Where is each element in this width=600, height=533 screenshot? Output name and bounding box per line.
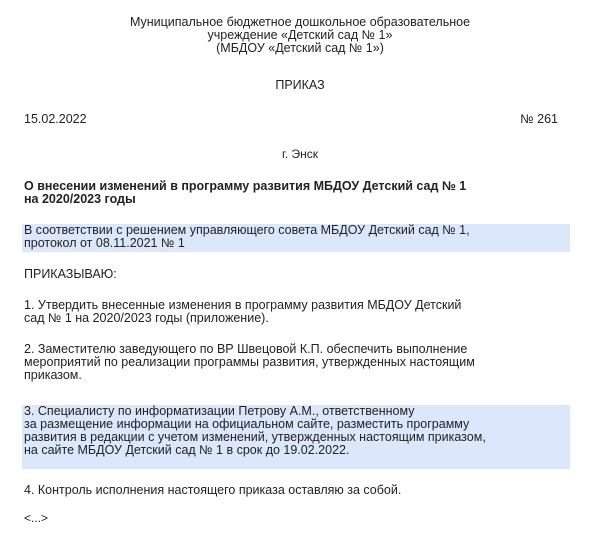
order-item-1 [24, 299, 570, 325]
omission-marker: <...> [24, 511, 49, 525]
order-number: № 261 [520, 112, 558, 126]
order-date: 15.02.2022 [24, 112, 87, 126]
document-type: ПРИКАЗ [275, 78, 325, 92]
item-line: развития в редакции с учетом изменений, утвержденных настоящим приказом, [24, 430, 486, 444]
item-line: 1. Утвердить внесенные изменения в программу развития МБДОУ Детский [24, 298, 462, 312]
heading-line: О внесении изменений в программу развития МБДОУ Детский сад № 1 [24, 179, 467, 193]
item-line: 2. Заместителю заведующего по ВР Швецовой К.П. обеспечить выполнение [24, 342, 468, 356]
order-item-2 [24, 343, 570, 382]
item-line: 4. Контроль исполнения настоящего приказа оставляю за собой. [24, 483, 402, 497]
organization-name [0, 16, 600, 55]
item-line: 3. Специалисту по информатизации Петрову А.М., ответственному [24, 404, 415, 418]
item-line: приказом. [24, 368, 82, 382]
order-heading [24, 180, 564, 206]
order-word: ПРИКАЗЫВАЮ: [24, 267, 117, 281]
basis-line: В соответствии с решением управляющего совета МБДОУ Детский сад № 1, [24, 223, 470, 237]
item-line: мероприятий по реализации программы развития, утвержденных настоящим [24, 355, 475, 369]
item-line: на сайте МБДОУ Детский сад № 1 в срок до 19.02.2022. [24, 443, 350, 457]
heading-line: на 2020/2023 годы [24, 192, 136, 206]
basis-paragraph [22, 224, 570, 252]
item-line: за размещение информации на официальном сайте, разместить программу [24, 417, 470, 431]
order-item-3 [22, 405, 570, 469]
org-short-name: (МБДОУ «Детский сад № 1») [216, 41, 384, 55]
city: г. Энск [281, 147, 319, 161]
org-line: учреждение «Детский сад № 1» [207, 28, 393, 42]
order-item-4 [24, 484, 570, 497]
item-line: сад № 1 на 2020/2023 годы (приложение). [24, 311, 269, 325]
org-line: Муниципальное бюджетное дошкольное образовательное [129, 15, 471, 29]
basis-line: протокол от 08.11.2021 № 1 [24, 236, 185, 250]
